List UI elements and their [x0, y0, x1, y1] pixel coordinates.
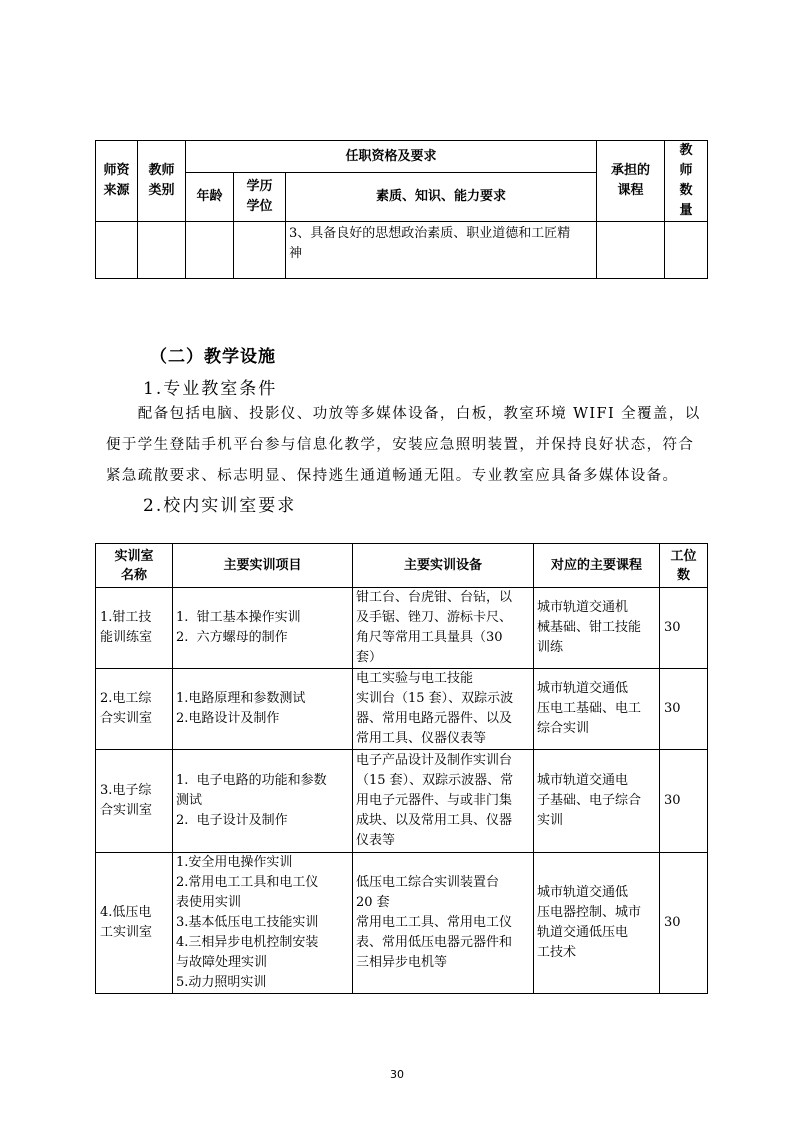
header-room-name: 实训室 名称: [96, 544, 173, 588]
header-education: 学历 学位: [234, 173, 286, 222]
cell-age: [186, 222, 234, 279]
teacher-requirements-table: [95, 140, 708, 279]
cell-courses: [597, 222, 665, 279]
room-name: 3.电子综 合实训室: [96, 750, 173, 853]
classroom-paragraph: [106, 399, 701, 492]
room-projects: 1. 钳工基本操作实训 2. 六方螺母的制作: [173, 588, 353, 669]
room-projects: 1.电路原理和参数测试 2.电路设计及制作: [173, 669, 353, 750]
para-line: 紧急疏散要求、标志明显、保持逃生通道畅通无阻。专业教室应具备多媒体设备。: [106, 468, 679, 484]
header-quality: 素质、知识、能力要求: [286, 173, 597, 222]
para-line: 配备包括电脑、投影仪、功放等多媒体设备，白板，教室环境 WIFI 全覆盖，以: [106, 406, 701, 422]
header-category: 教师 类别: [138, 141, 186, 222]
room-projects: 1. 电子电路的功能和参数 测试 2. 电子设计及制作: [173, 750, 353, 853]
header-courses: 对应的主要课程: [534, 544, 660, 588]
room-equipment: 低压电工综合实训装置台 20 套 常用电工工具、常用电工仪 表、常用低压电器元器件和 三相异步电机等: [353, 853, 534, 994]
section-heading: （二）教学设施: [150, 347, 276, 367]
header-projects: 主要实训项目: [173, 544, 353, 588]
room-stations: 30: [660, 588, 708, 669]
room-stations: 30: [660, 750, 708, 853]
para-line: 便于学生登陆手机平台参与信息化教学，安装应急照明装置，并保持良好状态，符合: [106, 437, 695, 453]
cell-source: [96, 222, 138, 279]
room-projects: 1.安全用电操作实训 2.常用电工工具和电工仪 表使用实训 3.基本低压电工技能实训 4.三相异步电机控制安装 与故障处理实训 5.动力照明实训: [173, 853, 353, 994]
room-stations: 30: [660, 669, 708, 750]
room-name: 4.低压电 工实训室: [96, 853, 173, 994]
header-age: 年龄: [186, 173, 234, 222]
room-name: 1.钳工技 能训练室: [96, 588, 173, 669]
subsection-training-rooms: 2.校内实训室要求: [143, 496, 297, 516]
header-courses: 承担的 课程: [597, 141, 665, 222]
subsection-classroom: 1.专业教室条件: [143, 379, 278, 399]
header-qualifications: 任职资格及要求: [186, 141, 597, 173]
table-row: [96, 669, 708, 750]
page-number: 30: [390, 1068, 404, 1081]
room-equipment: 钳工台、台虎钳、台钻，以 及手锯、锉刀、游标卡尺、 角尺等常用工具量具（30 套）: [353, 588, 534, 669]
room-courses: 城市轨道交通机 械基础、钳工技能 训练: [534, 588, 660, 669]
cell-count: [665, 222, 708, 279]
training-rooms-table: [95, 543, 708, 994]
cell-education: [234, 222, 286, 279]
room-courses: 城市轨道交通电 子基础、电子综合 实训: [534, 750, 660, 853]
room-courses: 城市轨道交通低 压电工基础、电工 综合实训: [534, 669, 660, 750]
table-row: [96, 588, 708, 669]
cell-quality: 3、具备良好的思想政治素质、职业道德和工匠精 神: [286, 222, 597, 279]
room-equipment: 电子产品设计及制作实训台 （15 套）、双踪示波器、常 用电子元器件、与或非门集 成块、以及常用工具、仪器 仪表等: [353, 750, 534, 853]
header-equipment: 主要实训设备: [353, 544, 534, 588]
table-row: [96, 853, 708, 994]
room-stations: 30: [660, 853, 708, 994]
room-name: 2.电工综 合实训室: [96, 669, 173, 750]
room-courses: 城市轨道交通低 压电器控制、城市 轨道交通低压电 工技术: [534, 853, 660, 994]
cell-category: [138, 222, 186, 279]
table-row: [96, 750, 708, 853]
header-teacher-count: 教 师 数 量: [665, 141, 708, 222]
header-stations: 工位 数: [660, 544, 708, 588]
header-source: 师资 来源: [96, 141, 138, 222]
room-equipment: 电工实验与电工技能 实训台（15 套）、双踪示波 器、常用电路元器件、以及 常用工具、仪器仪表等: [353, 669, 534, 750]
